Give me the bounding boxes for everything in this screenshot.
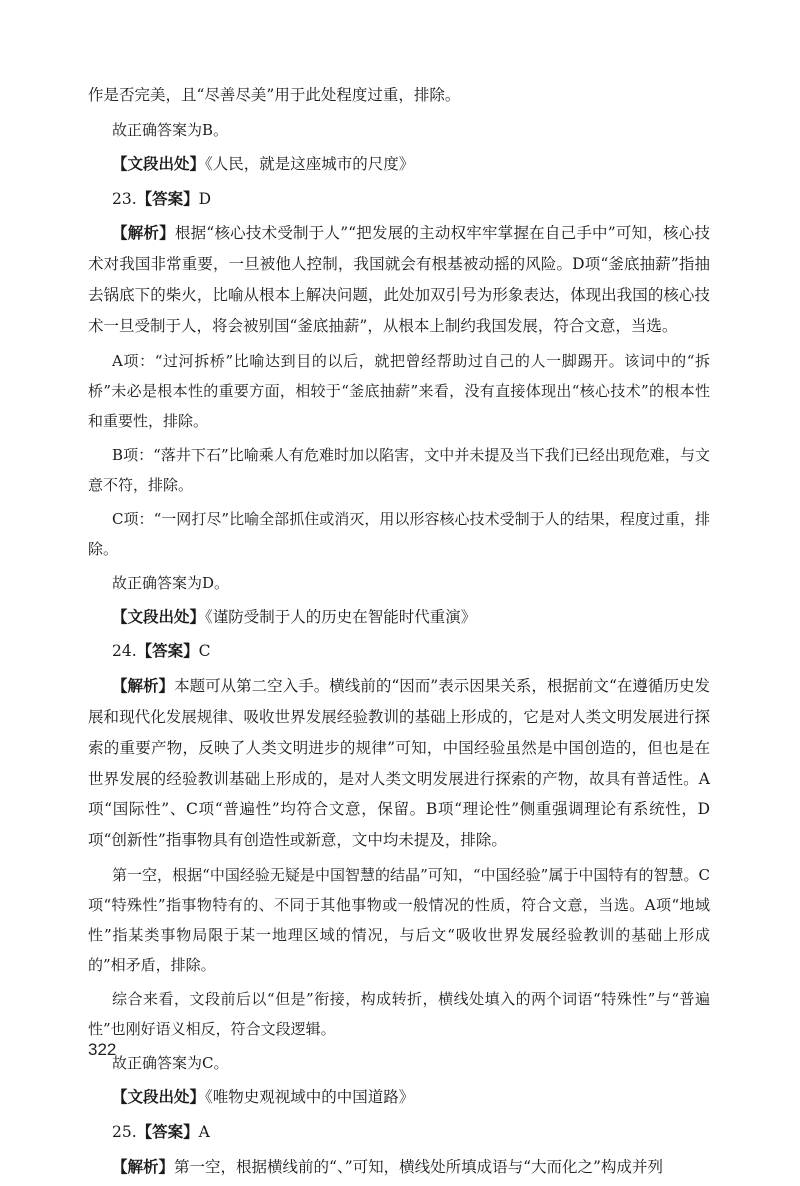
analysis-paragraph bbox=[88, 1152, 710, 1183]
answer-tag: 【答案】 bbox=[136, 641, 199, 661]
paragraph: 故正确答案为C。 bbox=[112, 1053, 229, 1072]
source-line bbox=[88, 149, 710, 180]
section-tag: 【解析】 bbox=[112, 676, 175, 696]
analysis-paragraph bbox=[88, 671, 710, 856]
source-line bbox=[88, 1082, 710, 1113]
paragraph: 作是否完美，且“尽善尽美”用于此处程度过重，排除。 bbox=[88, 86, 461, 104]
section-tag: 【文段出处】 bbox=[112, 606, 206, 626]
section-tag: 【解析】 bbox=[112, 1156, 175, 1176]
paragraph-text: 本题可从第二空入手。横线前的“因而”表示因果关系，根据前文“在遵循历史发展和现代化发展规律、吸收世界发展经验教训的基础上形成的，它是对人类文明发展进行探索的重要产物，反映了人类文明进步的规律”可知，中国经验虽然是中国创造的，但也是在世界发展的经验教训基础上形成的，是对人类文明发展进行探索的产物，故具有普适性。A项“国际性”、C项“普遍性”均符合文意，保留。B项“理论性”侧重强调理论有系统性，D项“创新性”指事物具有创造性或新意，文中均未提及，排除。 bbox=[88, 677, 710, 850]
paragraph: 故正确答案为B。 bbox=[112, 120, 229, 139]
paragraph-text: 《人民，就是这座城市的尺度》 bbox=[205, 154, 415, 173]
paragraph: 故正确答案为D。 bbox=[112, 573, 230, 592]
answer-line bbox=[88, 184, 710, 215]
question-number: 25. bbox=[112, 1122, 137, 1141]
answer-tag: 【答案】 bbox=[136, 188, 199, 208]
paragraph: 综合来看，文段前后以“但是”衔接，构成转折，横线处填入的两个词语“特殊性”与“普遍性”也刚好语义相反，符合文段逻辑。 bbox=[88, 989, 710, 1038]
answer-letter: D bbox=[198, 189, 212, 208]
paragraph: B项：“落井下石”比喻乘人有危难时加以陷害，文中并未提及当下我们已经出现危难，与文意不符，排除。 bbox=[88, 445, 710, 494]
question-number: 24. bbox=[112, 642, 137, 661]
paragraph: 第一空，根据“中国经验无疑是中国智慧的结晶”可知，“中国经验”属于中国特有的智慧。C项“特殊性”指事物特有的、不同于其他事物或一般情况的性质，符合文意，当选。A项“地域性”指某类事物局限于某一地理区域的情况，与后文“吸收世界发展经验教训的基础上形成的”相矛盾，排除。 bbox=[88, 865, 710, 974]
paragraph-text: 第一空，根据横线前的“、”可知，横线处所填成语与“大而化之”构成并列 bbox=[174, 1157, 663, 1176]
question-number: 23. bbox=[112, 189, 137, 208]
answer-letter: A bbox=[198, 1122, 210, 1141]
page-number: 322 bbox=[88, 1040, 117, 1059]
answer-letter: C bbox=[198, 642, 211, 661]
source-line bbox=[88, 602, 710, 633]
paragraph: A项：“过河拆桥”比喻达到目的以后，就把曾经帮助过自己的人一脚踢开。该词中的“拆桥”未必是根本性的重要方面，相较于“釜底抽薪”来看，没有直接体现出“核心技术”的根本性和重要性，排除。 bbox=[88, 351, 710, 430]
paragraph-text: 《谨防受制于人的历史在智能时代重演》 bbox=[205, 607, 477, 626]
answer-line bbox=[88, 1117, 710, 1148]
paragraph-text: 根据“核心技术受制于人”“把发展的主动权牢牢掌握在自己手中”可知，核心技术对我国非常重要，一旦被他人控制，我国就会有根基被动摇的风险。D项“釜底抽薪”指抽去锅底下的柴火，比喻从根本上解决问题，此处加双引号为形象表达，体现出我国的核心技术一旦受制于人，将会被别国“釜底抽薪”，从根本上制约我国发展，符合文意，当选。 bbox=[88, 224, 710, 335]
paragraph-text: 《唯物史观视域中的中国道路》 bbox=[205, 1087, 415, 1106]
answer-line bbox=[88, 636, 710, 667]
section-tag: 【文段出处】 bbox=[112, 153, 206, 173]
analysis-paragraph bbox=[88, 218, 710, 341]
section-tag: 【解析】 bbox=[112, 223, 175, 243]
page-content bbox=[88, 80, 710, 1186]
paragraph: C项：“一网打尽”比喻全部抓住或消灭，用以形容核心技术受制于人的结果，程度过重，排除。 bbox=[88, 509, 710, 558]
answer-tag: 【答案】 bbox=[136, 1121, 199, 1141]
section-tag: 【文段出处】 bbox=[112, 1086, 206, 1106]
